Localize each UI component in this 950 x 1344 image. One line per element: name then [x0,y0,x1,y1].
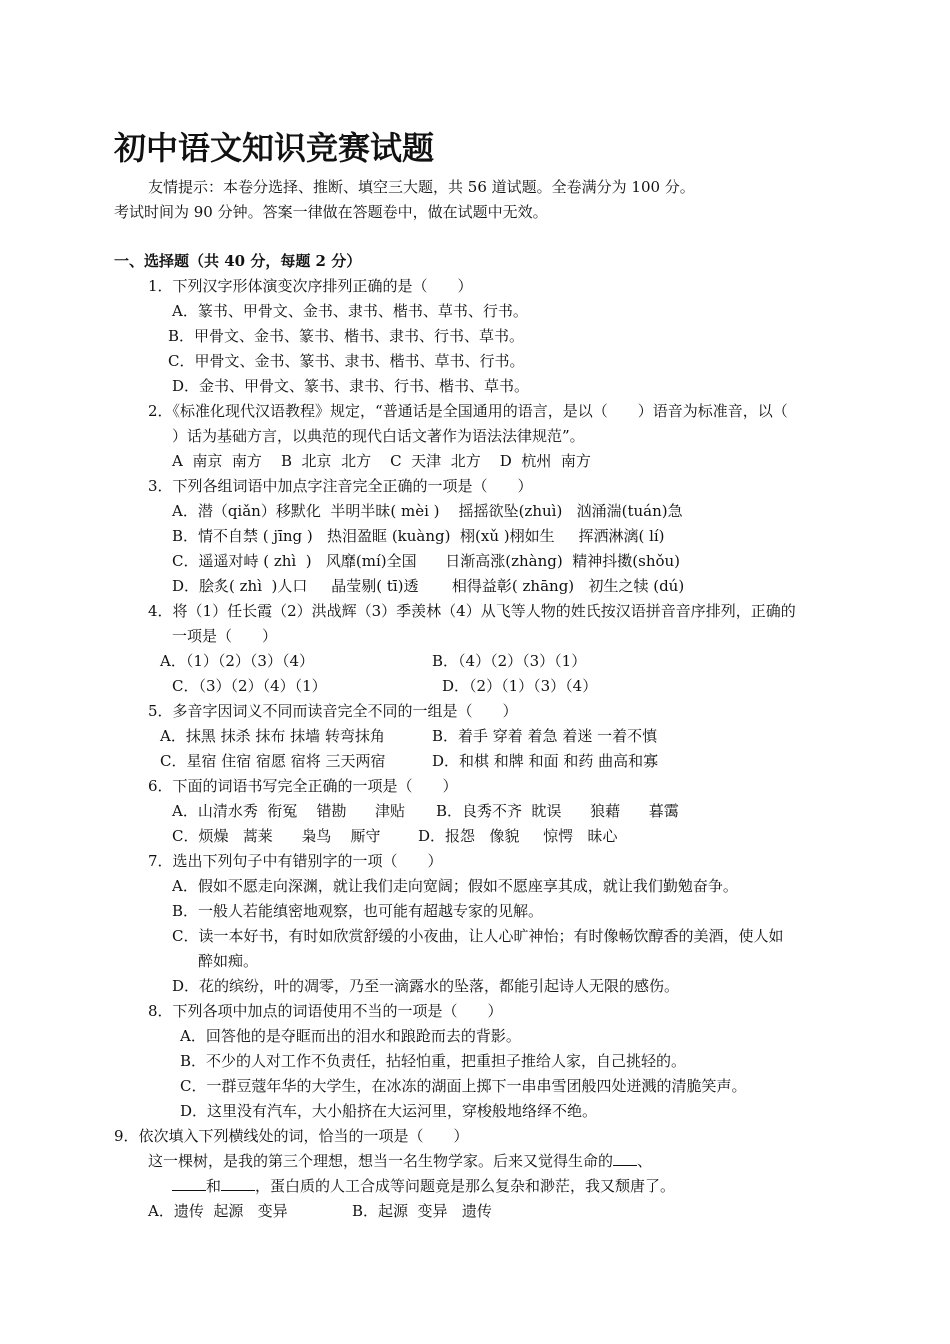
intro-line-1: 友情提示：本卷分选择、推断、填空三大题，共 56 道试题。全卷满分为 100 分。 [148,178,695,196]
question-4-stem-2: 一项是（ ） [172,627,278,645]
question-7-option-b: B．一般人若能缜密地观察，也可能有超越专家的见解。 [172,902,544,920]
question-2-stem-2: ）话为基础方言，以典范的现代白话文著作为语法法律规范”。 [172,427,585,445]
question-3-option-c: C．遥遥对峙 ( zhì ) 风靡(mí)全国 日渐高涨(zhàng) 精神抖擞(shǒu) [172,552,681,570]
question-7-option-a: A．假如不愿走向深渊，就让我们走向宽阔；假如不愿座享其成，就让我们勤勉奋争。 [172,877,738,895]
question-7-stem: 7．选出下列句子中有错别字的一项（ ） [148,852,443,870]
question-1-option-d: D．金书、甲骨文、篆书、隶书、行书、楷书、草书。 [172,377,530,395]
question-2-options: A 南京 南方 B 北京 北方 C 天津 北方 D 杭州 南方 [172,452,591,470]
fill-blank-3 [221,1190,255,1191]
question-8-option-b: B．不少的人对工作不负责任，拈轻怕重，把重担子推给人家，自己挑轻的。 [180,1052,687,1070]
section-heading-choice: 一、选择题（共 40 分，每题 2 分） [114,252,362,270]
question-8-stem: 8．下列各项中加点的词语使用不当的一项是（ ） [148,1002,503,1020]
question-5-option-b: B．着手 穿着 着急 着迷 一着不慎 [432,727,658,745]
question-9-option-a: A．遗传 起源 变异 [148,1202,288,1220]
question-5-option-d: D．和棋 和牌 和面 和药 曲高和寡 [432,752,659,770]
question-9-passage-line-1 [148,1151,652,1171]
question-1-option-b: B．甲骨文、金书、篆书、楷书、隶书、行书、草书。 [168,327,525,345]
question-7-option-c-line-1: C．读一本好书，有时如欣赏舒缓的小夜曲，让人心旷神怡；有时像畅饮醇香的美酒，使人如 [172,927,784,945]
question-1-option-c: C．甲骨文、金书、篆书、隶书、楷书、草书、行书。 [168,352,525,370]
question-5-option-c: C．星宿 住宿 宿愿 宿将 三天两宿 [160,752,386,770]
question-5-option-a: A．抹黑 抹杀 抹布 抹墙 转弯抹角 [160,727,385,745]
question-2-stem-1: 2．《标准化现代汉语教程》规定，“普通话是全国通用的语言，是以（ ）语音为标准音，以（ [148,402,788,420]
question-6-option-c: C．烦燥 蒿莱 枭鸟 厮守 [172,827,381,845]
question-4-option-d: D．（2）（1）（3）（4） [442,677,598,695]
question-7-option-c-line-2: 醉如痴。 [198,952,259,970]
intro-line-2: 考试时间为 90 分钟。答案一律做在答题卷中，做在试题中无效。 [114,203,548,221]
question-3-option-d: D．脍炙( zhì )人口 晶莹剔( tī)透 相得益彰( zhāng) 初生之犊 (dú) [172,577,685,595]
question-4-stem-1: 4．将（1）任长霞（2）洪战辉（3）季羡林（4）从飞等人物的姓氏按汉语拼音音序排列，正确的 [148,602,796,620]
question-1-stem: 1．下列汉字形体演变次序排列正确的是（ ） [148,277,473,295]
question-6-option-b: B．良秀不齐 眈误 狼藉 暮霭 [436,802,679,820]
question-3-option-a: A．潜（qiǎn）移默化 半明半昧( mèi ) 摇摇欲坠(zhuì) 汹涌湍(tuán)急 [172,502,683,520]
question-3-stem: 3．下列各组词语中加点字注音完全正确的一项是（ ） [148,477,533,495]
question-1-option-a: A．篆书、甲骨文、金书、隶书、楷书、草书、行书。 [172,302,528,320]
question-9-passage-text: 这一棵树，是我的第三个理想，想当一名生物学家。后来又觉得生命的 [148,1152,614,1170]
question-8-option-c: C．一群豆蔻年华的大学生，在冰冻的湖面上掷下一串串雪团般四处迸溅的清脆笑声。 [180,1077,747,1095]
question-7-option-d: D．花的缤纷，叶的凋零，乃至一滴露水的坠落，都能引起诗人无限的感伤。 [172,977,680,995]
question-4-option-a: A．（1）（2）（3）（4） [160,652,315,670]
question-8-option-d: D．这里没有汽车，大小船挤在大运河里，穿梭般地络绎不绝。 [180,1102,598,1120]
question-4-option-c: C．（3）（2）（4）（1） [172,677,327,695]
question-9-passage-rest: ，蛋白质的人工合成等问题竟是那么复杂和渺茫，我又颓唐了。 [255,1177,676,1195]
question-6-option-d: D．报怨 像貌 惊愕 昧心 [418,827,618,845]
question-9-passage-line-2 [172,1176,675,1196]
question-9-passage-conjunction: 和 [206,1177,222,1195]
question-6-option-a: A．山清水秀 衔冤 错勘 津贴 [172,802,406,820]
fill-blank-1 [613,1165,637,1166]
page-title: 初中语文知识竞赛试题 [114,129,435,167]
question-5-stem: 5．多音字因词义不同而读音完全不同的一组是（ ） [148,702,518,720]
fill-blank-2 [172,1190,206,1191]
question-8-option-a: A．回答他的是夺眶而出的泪水和踉跄而去的背影。 [180,1027,521,1045]
question-4-option-b: B．（4）（2）（3）（1） [432,652,587,670]
question-9-option-b: B．起源 变异 遗传 [352,1202,492,1220]
question-9-passage-separator: 、 [637,1152,653,1170]
question-9-stem: 9．依次填入下列横线处的词，恰当的一项是（ ） [114,1127,469,1145]
question-6-stem: 6．下面的词语书写完全正确的一项是（ ） [148,777,458,795]
question-3-option-b: B．情不自禁 ( jīng ) 热泪盈眶 (kuàng) 栩(xǔ )栩如生 挥洒淋漓( lí) [172,527,665,545]
